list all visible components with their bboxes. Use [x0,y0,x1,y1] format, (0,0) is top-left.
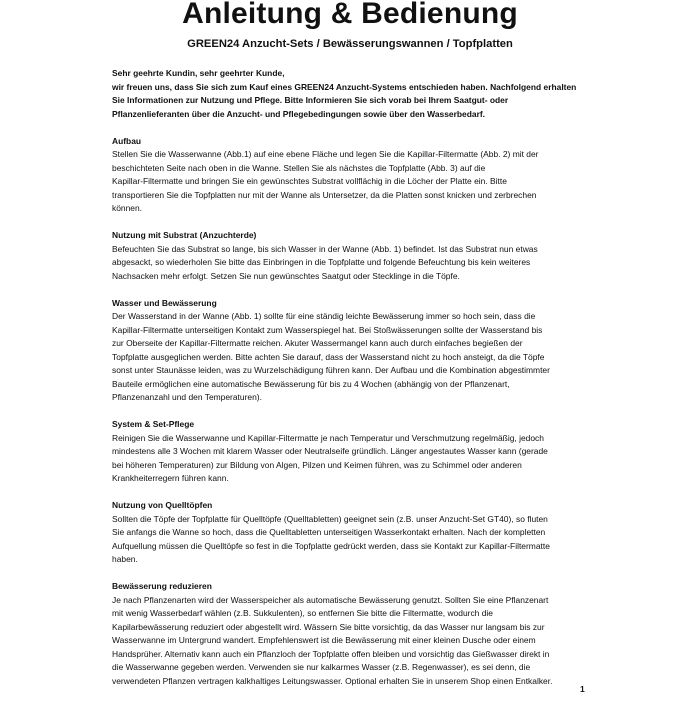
intro-paragraph [112,67,602,121]
paragraph-line: Kapillar-Filtermatte unterseitigen Kontakt zum Wasserspiegel hat. Bei Stoßwässerungen sollte der Wasserstand bis [112,324,543,335]
section-nutzung-substrat [112,229,602,283]
section-paragraph [112,513,602,567]
section-heading: Wasser und Bewässerung [112,297,217,308]
paragraph-line: Topfplatte ausgeglichen werden. Bitte achten Sie darauf, dass der Wasserstand nicht zu hoch ansteigt, da die Töpfe [112,351,545,362]
section-wasser-bewaesserung [112,297,602,405]
paragraph-line: mit wenig Wasserbedarf wählen (z.B. Sukkulenten), so entfernen Sie bitte die Filtermatte, wodurch die [112,608,493,618]
section-heading: Bewässerung reduzieren [112,581,212,591]
section-heading: Nutzung von Quelltöpfen [112,500,213,510]
paragraph-line: Sie anfangs die Wanne so hoch, dass die Quelltabletten unterseitigen Wasserkontakt erhalten. Nach der kompletten [112,527,546,537]
page-title: Anleitung & Bedienung [182,0,518,30]
section-paragraph [112,432,602,486]
section-paragraph [112,148,602,216]
paragraph-line: Befeuchten Sie das Substrat so lange, bis sich Wasser in der Wanne (Abb. 1) befindet. Ist das Substrat nun etwas [112,243,538,254]
paragraph-line: können. [112,203,143,213]
intro-line: Sehr geehrte Kundin, sehr geehrter Kunde, [112,68,285,78]
section-heading: Aufbau [112,135,142,146]
document-body [112,67,602,702]
paragraph-line: Der Wasserstand in der Wanne (Abb. 1) sollte für eine ständig leichte Bewässerung immer so hoch sein, dass die [112,311,536,321]
section-quelltoepfe [112,499,602,567]
paragraph-line: Bauteile ermöglichen eine automatische Bewässerung für bis zu 4 Wochen (abhängig von der Pflanzenart, [112,378,510,389]
section-bewaesserung-reduzieren [112,580,602,688]
intro-line: Pflanzenlieferanten über die Anzucht- und Pflegebedingungen sowie über den Wasserbedarf. [112,108,486,119]
paragraph-line: Je nach Pflanzenarten wird der Wasserspeicher als automatische Bewässerung genutzt. Sollten Sie eine Pflanzenart [112,594,549,605]
intro-line: Sie Informationen zur Nutzung und Pflege. Bitte Informieren Sie sich vorab bei Ihrem Saatgut- oder [112,95,509,105]
paragraph-line: Reinigen Sie die Wasserwanne und Kapillar-Filtermatte je nach Temperatur und Verschmutzung regelmäßig, jedoch [112,432,544,443]
section-heading: Nutzung mit Substrat (Anzuchterde) [112,230,257,240]
paragraph-line: sonst unter Staunässe leiden, was zu Wurzelschädigung führen kann. Der Aufbau und die Kombination abgestimmter [112,365,550,375]
paragraph-line: bei höheren Temperaturen) zur Bildung von Algen, Pilzen und Keimen führen, was zu Schimmel oder anderen [112,459,522,470]
paragraph-line: Nachsacken mehr erfolgt. Setzen Sie nun gewünschtes Saatgut oder Stecklinge in die Töpfe. [112,270,460,281]
paragraph-line: abgesackt, so wiederholen Sie bitte das Einbringen in die Topfplatte und folgende Befeuchtung bis kein weiteres [112,257,531,267]
paragraph-line: verwendeten Pflanzen vertragen kalkhaltiges Leitungswasser. Optional erhalten Sie in unserem Shop einen Entkalker. [112,675,553,686]
intro-line: wir freuen uns, dass Sie sich zum Kauf eines GREEN24 Anzucht-Systems entschieden haben. Nachfolgend erhalten [112,81,577,92]
paragraph-line: Kapillar-Filtermatte und bringen Sie ein gewünschtes Substrat vollflächig in die Löcher der Platte ein. Bitte [112,176,507,186]
section-paragraph [112,243,602,284]
paragraph-line: beschichteten Seite nach oben in die Wanne. Stellen Sie als nächstes die Topfplatte (Abb. 3) auf die [112,162,486,173]
paragraph-line: Handsprüher. Alternativ kann auch ein Pflanzloch der Topfplatte offen bleiben und vorsichtig das Gießwasser direkt in [112,648,550,659]
paragraph-line: die Wasserwanne gegeben werden. Verwenden sie nur kalkarmes Wasser (z.B. Regenwasser), es sei denn, die [112,662,531,672]
paragraph-line: Aufquellung müssen die Quelltöpfe so fest in die Topfplatte gedrückt werden, dass sie Kontakt zur Kapillar-Filtermatte [112,540,550,551]
section-heading: System & Set-Pflege [112,419,195,429]
page-number: 1 [580,684,585,694]
paragraph-line: haben. [112,554,138,564]
paragraph-line: Pflanzenanzahl und den Temperaturen). [112,392,262,402]
paragraph-line: Krankheiterregern führen kann. [112,473,229,483]
paragraph-line: Stellen Sie die Wasserwanne (Abb.1) auf eine ebene Fläche und legen Sie die Kapillar-Filtermatte (Abb. 2) mit der [112,149,539,159]
paragraph-line: zur Oberseite der Kapillar-Filtermatte reichen. Akuter Wassermangel kann auch durch einfaches begießen der [112,338,523,348]
paragraph-line: Wasserwanne im Untergrund wandert. Empfehlenswert ist die Bewässerung mit einer kleinen Dusche oder einem [112,635,536,645]
paragraph-line: mindestens alle 3 Wochen mit klarem Wasser oder Neutralseife gründlich. Länger angestautes Wasser kann (gerade [112,446,548,456]
section-aufbau [112,135,602,216]
section-paragraph [112,310,602,405]
paragraph-line: Kapilarbewässerung reduziert oder abgestellt wird. Wässern Sie bitte vorsichtig, da das Wasser nur langsam bis zur [112,621,545,632]
paragraph-line: Sollten die Töpfe der Topfplatte für Quelltöpfe (Quelltabletten) geeignet sein (z.B. unser Anzucht-Set GT40), so fluten [112,513,548,524]
section-paragraph [112,594,602,689]
page-subtitle: GREEN24 Anzucht-Sets / Bewässerungswannen / Topfplatten [187,38,513,50]
paragraph-line: transportieren Sie die Topfplatten nur mit der Wanne als Untersetzer, da die Platten sonst knicken und zerbrechen [112,189,537,200]
section-system-pflege [112,418,602,486]
